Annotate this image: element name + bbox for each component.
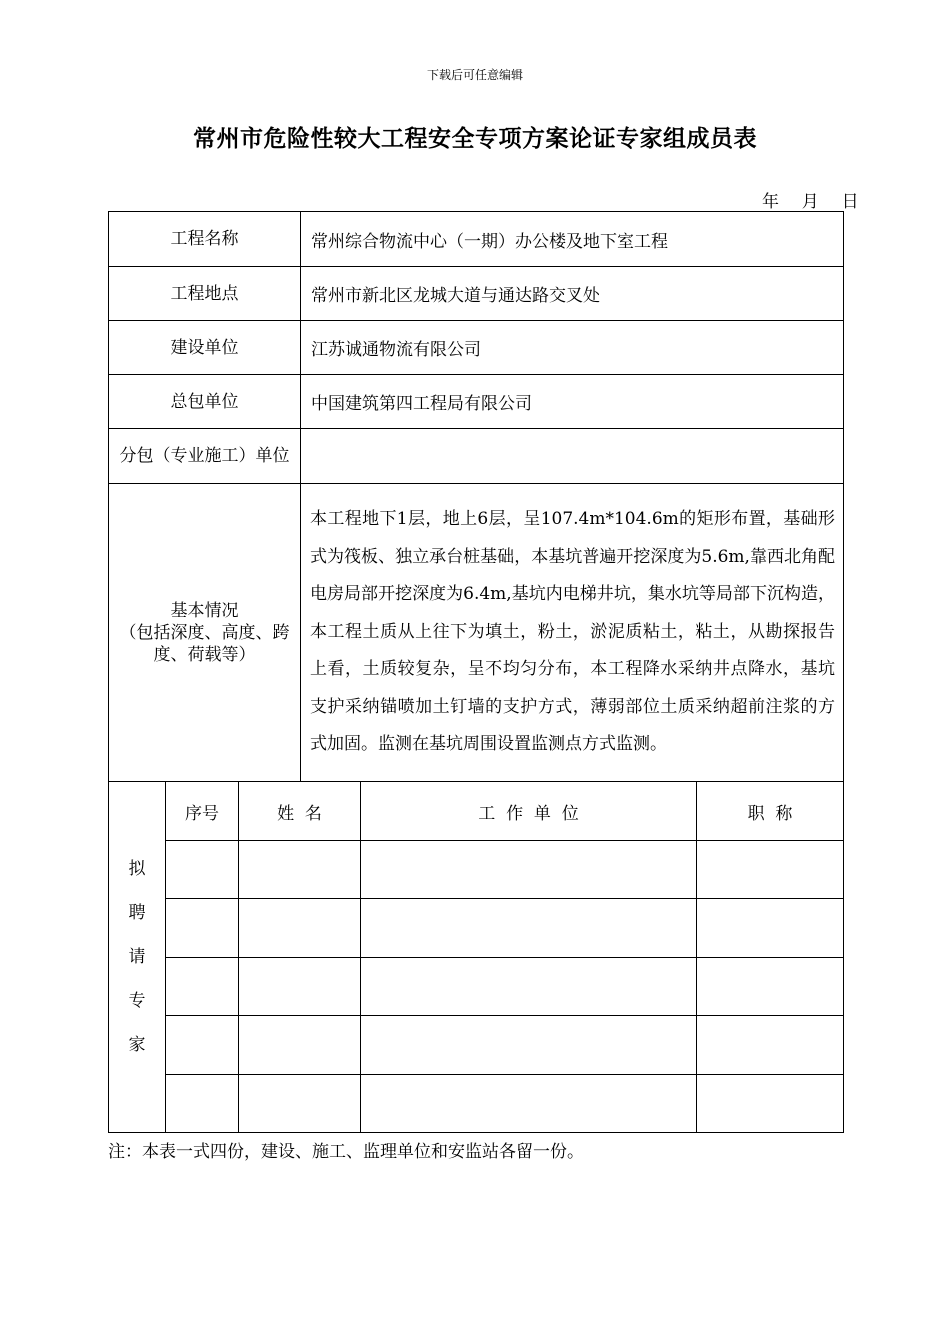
expert-title-cell bbox=[697, 958, 844, 1016]
date-line: 年 月 日 bbox=[762, 192, 859, 212]
row-project-location bbox=[109, 267, 844, 321]
expert-name-cell bbox=[239, 899, 361, 958]
expert-title-cell bbox=[697, 899, 844, 958]
experts-side-char: 请 bbox=[128, 947, 146, 967]
project-location-label: 工程地点 bbox=[109, 267, 301, 321]
expert-row bbox=[109, 899, 844, 958]
row-subcontractor bbox=[109, 429, 844, 484]
expert-index-cell bbox=[166, 1016, 239, 1075]
expert-index-cell bbox=[166, 841, 239, 899]
expert-index-cell bbox=[166, 958, 239, 1016]
row-basic-info bbox=[109, 484, 844, 782]
expert-index-cell bbox=[166, 899, 239, 958]
owner-value: 江苏诚通物流有限公司 bbox=[301, 321, 844, 375]
expert-name-cell bbox=[239, 1075, 361, 1133]
row-project-name bbox=[109, 212, 844, 267]
general-contractor-value: 中国建筑第四工程局有限公司 bbox=[301, 375, 844, 429]
expert-name-cell bbox=[239, 958, 361, 1016]
row-general-contractor bbox=[109, 375, 844, 429]
project-location-value: 常州市新北区龙城大道与通达路交叉处 bbox=[301, 267, 844, 321]
expert-row bbox=[109, 958, 844, 1016]
expert-row bbox=[109, 1075, 844, 1133]
basic-info-label-line2: （包括深度、高度、跨度、荷载等） bbox=[119, 622, 290, 665]
basic-info-label bbox=[109, 484, 301, 782]
expert-title-cell bbox=[697, 1075, 844, 1133]
col-header-employer: 工 作 单 位 bbox=[361, 782, 697, 841]
expert-employer-cell bbox=[361, 1075, 697, 1133]
owner-label: 建设单位 bbox=[109, 321, 301, 375]
expert-panel-form bbox=[108, 211, 844, 1133]
col-header-name: 姓 名 bbox=[239, 782, 361, 841]
basic-info-label-line1: 基本情况 bbox=[170, 600, 239, 621]
expert-index-cell bbox=[166, 1075, 239, 1133]
expert-name-cell bbox=[239, 1016, 361, 1075]
general-contractor-label: 总包单位 bbox=[109, 375, 301, 429]
col-header-title: 职 称 bbox=[697, 782, 844, 841]
experts-side-char: 拟 bbox=[128, 859, 146, 879]
expert-row bbox=[109, 1016, 844, 1075]
experts-side-char: 家 bbox=[128, 1035, 146, 1055]
experts-side-label bbox=[109, 782, 166, 1133]
experts-side-char: 聘 bbox=[128, 903, 146, 923]
header-note: 下载后可任意编辑 bbox=[426, 68, 523, 82]
expert-employer-cell bbox=[361, 958, 697, 1016]
col-header-index: 序号 bbox=[166, 782, 239, 841]
subcontractor-value bbox=[301, 429, 844, 484]
row-owner bbox=[109, 321, 844, 375]
subcontractor-label: 分包（专业施工）单位 bbox=[109, 429, 301, 484]
experts-header-row bbox=[109, 782, 844, 841]
expert-title-cell bbox=[697, 1016, 844, 1075]
expert-employer-cell bbox=[361, 1016, 697, 1075]
expert-employer-cell bbox=[361, 841, 697, 899]
footnote: 注：本表一式四份，建设、施工、监理单位和安监站各留一份。 bbox=[108, 1142, 584, 1162]
expert-name-cell bbox=[239, 841, 361, 899]
basic-info-text: 本工程地下1层，地上6层，呈107.4m*104.6m的矩形布置，基础形式为筏板、独立承台桩基础，本基坑普遍开挖深度为5.6m,靠西北角配电房局部开挖深度为6.4m,基坑内电梯井坑，集水坑等局部下沉构造，本工程土质从上往下为填土，粉土，淤泥质粘土，粘土，从勘探报告上看，土质较复杂，呈不均匀分布，本工程降水采纳井点降水，基坑支护采纳锚喷加土钉墙的支护方式，薄弱部位土质采纳超前注浆的方式加固。监测在基坑周围设置监测点方式监测。 bbox=[301, 484, 844, 782]
expert-title-cell bbox=[697, 841, 844, 899]
document-title: 常州市危险性较大工程安全专项方案论证专家组成员表 bbox=[193, 126, 757, 152]
experts-side-char: 专 bbox=[128, 991, 146, 1011]
project-name-label: 工程名称 bbox=[109, 212, 301, 267]
project-name-value: 常州综合物流中心（一期）办公楼及地下室工程 bbox=[301, 212, 844, 267]
expert-row bbox=[109, 841, 844, 899]
expert-employer-cell bbox=[361, 899, 697, 958]
